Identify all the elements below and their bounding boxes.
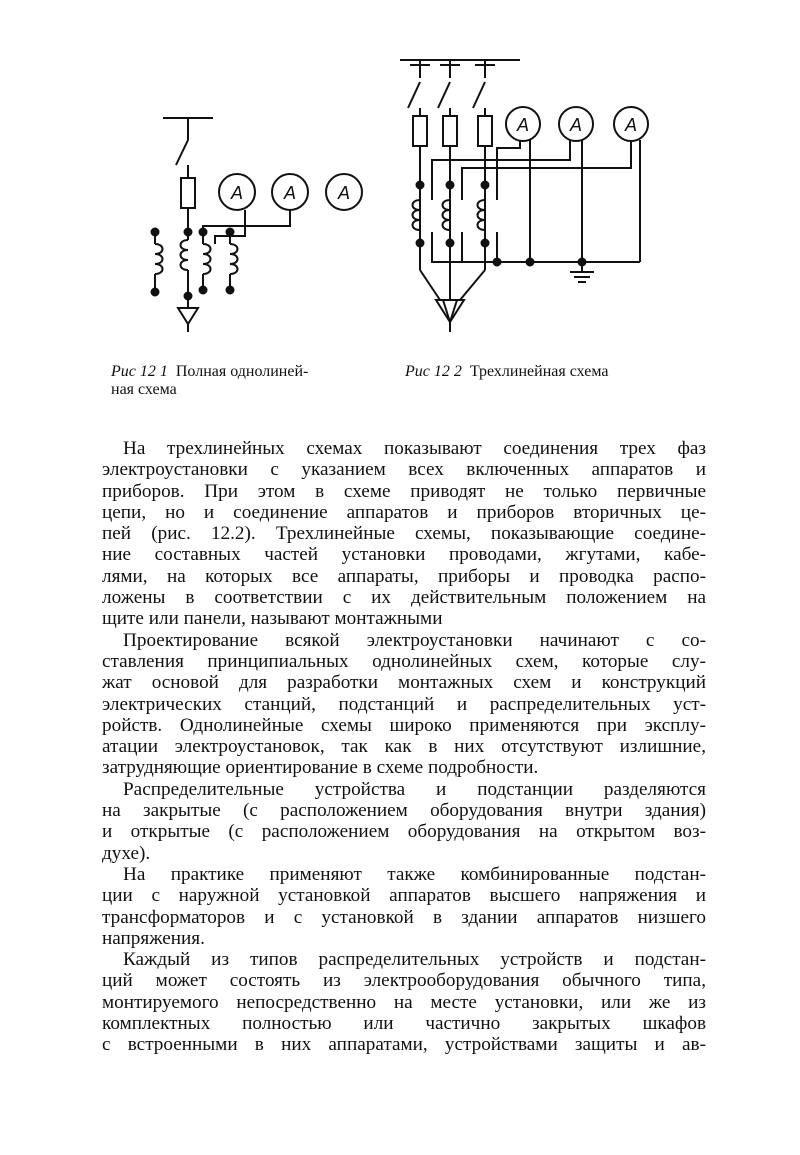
fig1-ct-right1 [203, 244, 211, 274]
text-line: и открытые (с расположением оборудования на открытом воз- [102, 821, 706, 843]
fig1-ammeter-label: A [230, 183, 244, 203]
text-line: ройств. Однолинейные схемы широко применяются при эксплу- [102, 714, 706, 736]
fig2-ct-b [443, 200, 451, 230]
text-line: Проектирование всякой электроустановки начинают с со- [123, 629, 706, 651]
fig2-caption-text: Трехлинейная схема [469, 363, 609, 380]
fig1-ct-primary [181, 240, 189, 270]
fig2-fuse-a [413, 116, 427, 146]
text-line: с встроенными в них аппаратами, устройствами защиты и ав- [102, 1034, 706, 1056]
fig2-fuse-b [443, 116, 457, 146]
fig2-fuse-c [478, 116, 492, 146]
fig1-ct-right2 [230, 244, 238, 274]
text-line: лями, на которых все аппараты, приборы и проводка распо- [102, 565, 706, 587]
text-line: ций может состоять из электрооборудования обычного типа, [102, 970, 706, 992]
fig2-ammeter-label: A [516, 115, 530, 135]
text-line: на закрытые (с расположением оборудования внутри здания) [102, 800, 706, 822]
fig1-ammeter-label: A [283, 183, 297, 203]
fig2-ammeter-label: A [624, 115, 638, 135]
fig2-ct-a [413, 200, 421, 230]
paragraph-1 [102, 438, 706, 630]
text-line: пей (рис. 12.2). Трехлинейные схемы, показывающие соедине- [102, 523, 706, 545]
figures-drawing [0, 0, 800, 360]
text-line: На трехлинейных схемах показывают соединения трех фаз [123, 438, 706, 459]
fig1-ct-left [155, 244, 163, 274]
fig1-ammeter-label: A [337, 183, 351, 203]
text-line: На практике применяют также комбинированные подстан- [123, 863, 706, 885]
fig1-disconnector [176, 140, 188, 165]
text-line: монтируемого непосредственно на месте установки, или же из [102, 991, 706, 1013]
text-line: электроустановки с указанием всех включенных аппаратов и [102, 459, 706, 481]
text-line: комплектных полностью или частично закрытых шкафов [102, 1013, 706, 1035]
text-line: ции с наружной установкой аппаратов высшего напряжения и [102, 885, 706, 907]
fig2-cable-end [436, 300, 464, 322]
paragraph-4 [102, 864, 706, 949]
fig2-caption-label: Рис 12 2 [405, 363, 462, 380]
text-line: электрических станций, подстанций и распределительных уст- [102, 693, 706, 715]
fig1-caption-label: Рис 12 1 [111, 363, 168, 380]
body-text [102, 438, 706, 1056]
fig1-caption-text2: ная схема [111, 381, 177, 398]
text-line: Каждый из типов распределительных устройств и подстан- [123, 949, 706, 971]
text-line: приборов. При этом в схеме приводят не только первичные [102, 480, 706, 502]
fig1-caption [111, 363, 376, 399]
text-line: щите или панели, называют монтажными [102, 608, 443, 630]
fig2-three-line-diagram [400, 60, 648, 332]
fig1-cable-end [178, 308, 198, 324]
fig2-ammeter-label: A [569, 115, 583, 135]
text-line: ние составных частей установки проводами, жгутами, кабе- [102, 544, 706, 566]
text-line: жат основой для разработки монтажных схем и конструкций [102, 672, 706, 694]
text-line: напряжения. [102, 927, 205, 949]
text-line: Распределительные устройства и подстанции разделяются [123, 778, 706, 800]
fig1-single-line-diagram [152, 118, 363, 332]
text-line: трансформаторов и с установкой в здании аппаратов низшего [102, 906, 706, 928]
fig2-caption [405, 363, 705, 381]
fig2-ct-c [478, 200, 486, 230]
text-line: цепи, но и соединение аппаратов и приборов вторичных це- [102, 501, 706, 523]
paragraph-3 [102, 779, 706, 864]
text-line: духе). [102, 842, 151, 864]
fig1-caption-text: Полная однолиней- [175, 363, 309, 380]
text-line: атации электроустановок, так как в них отсутствуют излишние, [102, 736, 706, 758]
text-line: ложены в соответствии с их действительным положением на [102, 587, 706, 609]
paragraph-5 [102, 949, 706, 1055]
fig1-fuse [181, 178, 195, 208]
text-line: ставления принципиальных однолинейных схем, которые слу- [102, 650, 706, 672]
paragraph-2 [102, 630, 706, 779]
text-line: затрудняющие ориентирование в схеме подробности. [102, 757, 539, 779]
